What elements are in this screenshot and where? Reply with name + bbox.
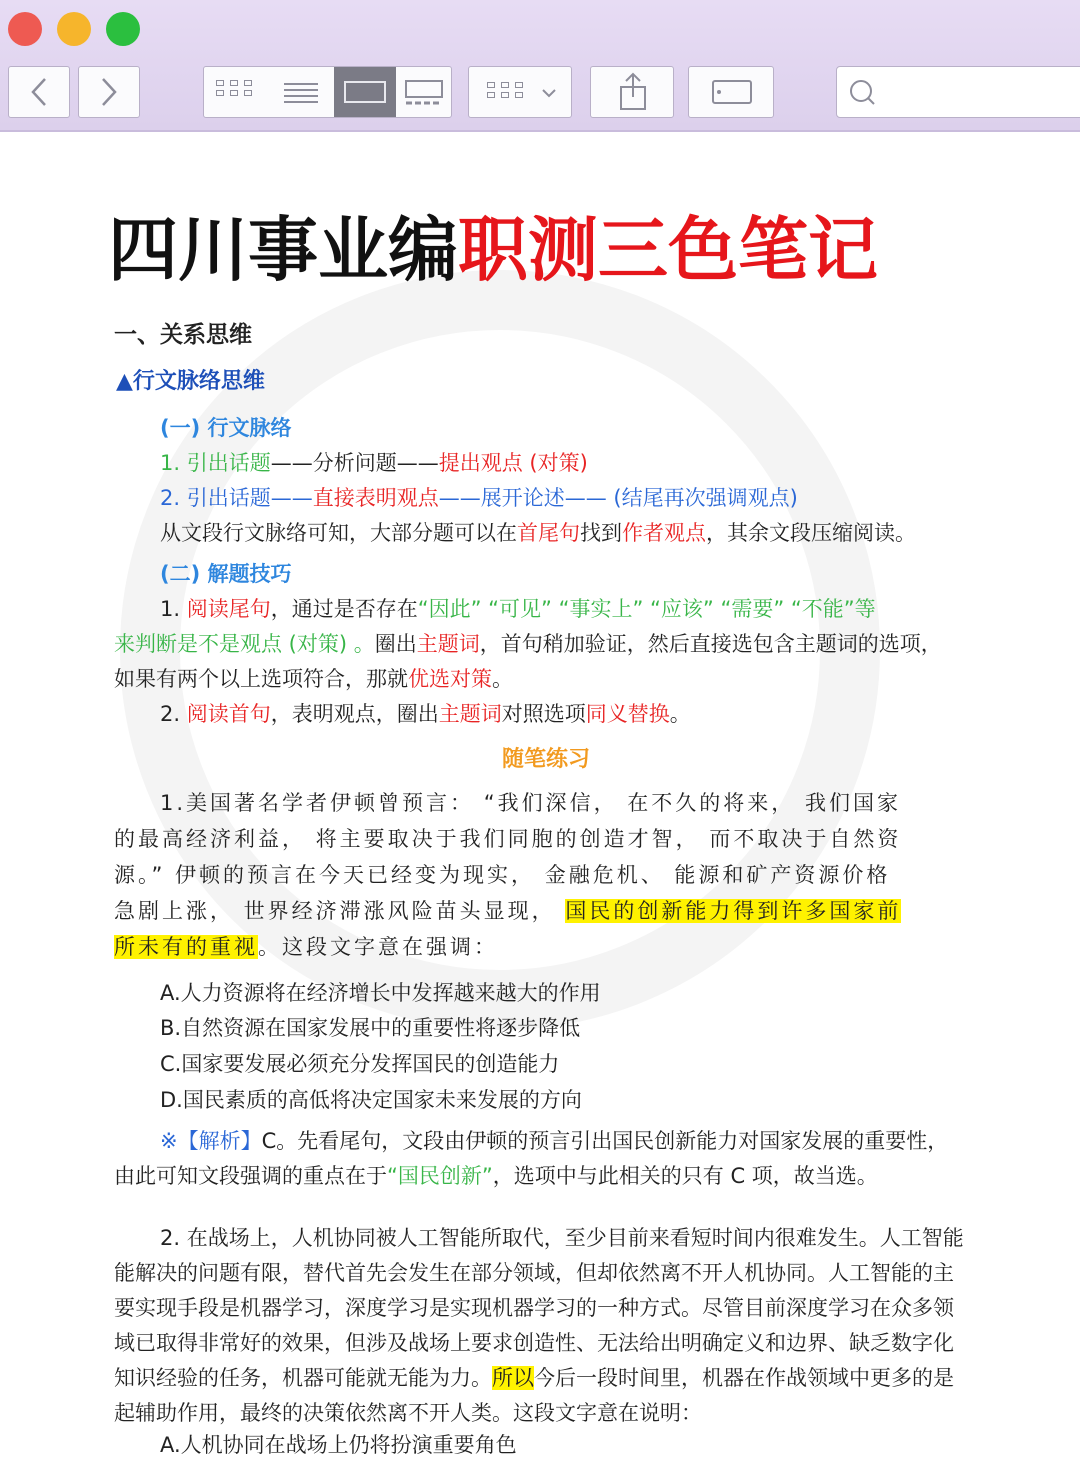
question-2-line: 域已取得非常好的效果，但涉及战场上要求创造性、无法给出明确定义和边界、缺乏数字化	[114, 1331, 954, 1355]
grid-view-button[interactable]	[204, 67, 268, 117]
grid-view-icon	[216, 80, 252, 96]
question-2-line: 2. 在战场上，人机协同被人工智能所取代，至少目前来看短时间内很难发生。人工智能	[160, 1226, 964, 1250]
question-1-line: 急剧上涨， 世界经济滞涨风险苗头显现， 国民的创新能力得到许多国家前	[114, 899, 902, 923]
title-black: 四川事业编	[108, 209, 458, 291]
option-a: A.人力资源将在经济增长中发挥越来越大的作用	[160, 981, 601, 1005]
flow-line-2: 2. 引出话题——直接表明观点——展开论述—— (结尾再次强调观点)	[160, 486, 798, 510]
list-view-button[interactable]	[268, 67, 334, 117]
question-2-line: 能解决的问题有限，替代首先会发生在部分领域，但却依然离不开人机协同。人工智能的主	[114, 1261, 954, 1285]
view-mode-segmented	[203, 66, 452, 118]
search-field[interactable]	[836, 66, 1080, 118]
tag-icon	[689, 67, 775, 117]
zoom-window-button[interactable]	[106, 12, 140, 46]
question-2-line: 起辅助作用，最终的决策依然离不开人类。这段文字意在说明：	[114, 1401, 702, 1425]
tip-line-2: 来判断是不是观点 (对策) 。圈出主题词，首句稍加验证，然后直接选包含主题词的选项，	[114, 632, 942, 656]
filmstrip-view-button[interactable]	[396, 67, 452, 117]
forward-button[interactable]	[78, 66, 140, 118]
tip-line-3: 如果有两个以上选项符合，那就优选对策。	[114, 667, 513, 691]
option-c: C.国家要发展必须充分发挥国民的创造能力	[160, 1052, 560, 1076]
share-icon	[591, 67, 675, 117]
highlighted-text: 国民的创新能力得到许多国家前	[565, 899, 902, 923]
page-title	[108, 210, 878, 290]
share-button[interactable]	[590, 66, 674, 118]
tip-line-1: 1. 阅读尾句，通过是否存在“因此” “可见” “事实上” “应该” “需要” “不能”等	[160, 597, 876, 621]
chevron-right-icon	[79, 67, 139, 117]
option-a: A.人机协同在战场上仍将扮演重要角色	[160, 1433, 517, 1457]
tip-line-4: 2. 阅读首句，表明观点，圈出主题词对照选项同义替换。	[160, 702, 691, 726]
question-1-line: 的最高经济利益， 将主要取决于我们同胞的创造才智， 而不取决于自然资	[114, 827, 902, 851]
question-2-line: 要实现手段是机器学习，深度学习是实现机器学习的一种方式。尽管目前深度学习在众多领	[114, 1296, 954, 1320]
window-titlebar	[0, 0, 1080, 132]
tag-button[interactable]	[688, 66, 774, 118]
question-2-line: 知识经验的任务，机器可能就无能为力。所以今后一段时间里，机器在作战领域中更多的是	[114, 1366, 954, 1390]
answer-line-2: 由此可知文段强调的重点在于“国民创新”，选项中与此相关的只有 C 项，故当选。	[114, 1164, 878, 1188]
flow-line-1: 1. 引出话题——分析问题——提出观点 (对策)	[160, 451, 588, 475]
question-1-line: 所未有的重视。这段文字意在强调：	[114, 935, 498, 959]
search-icon	[837, 67, 887, 117]
chevron-down-icon	[539, 83, 559, 103]
option-b: B.自然资源在国家发展中的重要性将逐步降低	[160, 1016, 581, 1040]
chevron-left-icon	[9, 67, 69, 117]
flow-summary: 从文段行文脉络可知，大部分题可以在首尾句找到作者观点，其余文段压缩阅读。	[160, 521, 916, 545]
practice-heading: 随笔练习	[502, 747, 591, 772]
title-red: 职测三色笔记	[458, 209, 878, 291]
filmstrip-icon	[396, 67, 452, 117]
heading-2: ▲行文脉络思维	[116, 369, 265, 394]
question-1-line: 1.美国著名学者伊顿曾预言： “我们深信， 在不久的将来， 我们国家	[160, 791, 901, 815]
group-by-button[interactable]	[468, 66, 572, 118]
group-by-icon	[487, 82, 523, 98]
section-2-heading: (二) 解题技巧	[160, 562, 292, 586]
close-window-button[interactable]	[8, 12, 42, 46]
minimize-window-button[interactable]	[57, 12, 91, 46]
section-1-heading: (一) 行文脉络	[160, 416, 292, 440]
list-view-icon	[268, 67, 334, 117]
heading-1: 一、关系思维	[114, 322, 252, 348]
option-d: D.国民素质的高低将决定国家未来发展的方向	[160, 1088, 582, 1112]
answer-line-1: ※【解析】C。先看尾句，文段由伊顿的预言引出国民创新能力对国家发展的重要性，	[160, 1129, 949, 1153]
back-button[interactable]	[8, 66, 70, 118]
question-1-line: 源。” 伊顿的预言在今天已经变为现实， 金融危机、 能源和矿产资源价格	[114, 863, 891, 887]
highlighted-text: 所以	[492, 1366, 534, 1390]
single-page-icon	[334, 67, 396, 117]
highlighted-text: 所未有的重视	[114, 935, 258, 959]
single-page-view-button[interactable]	[334, 67, 396, 117]
